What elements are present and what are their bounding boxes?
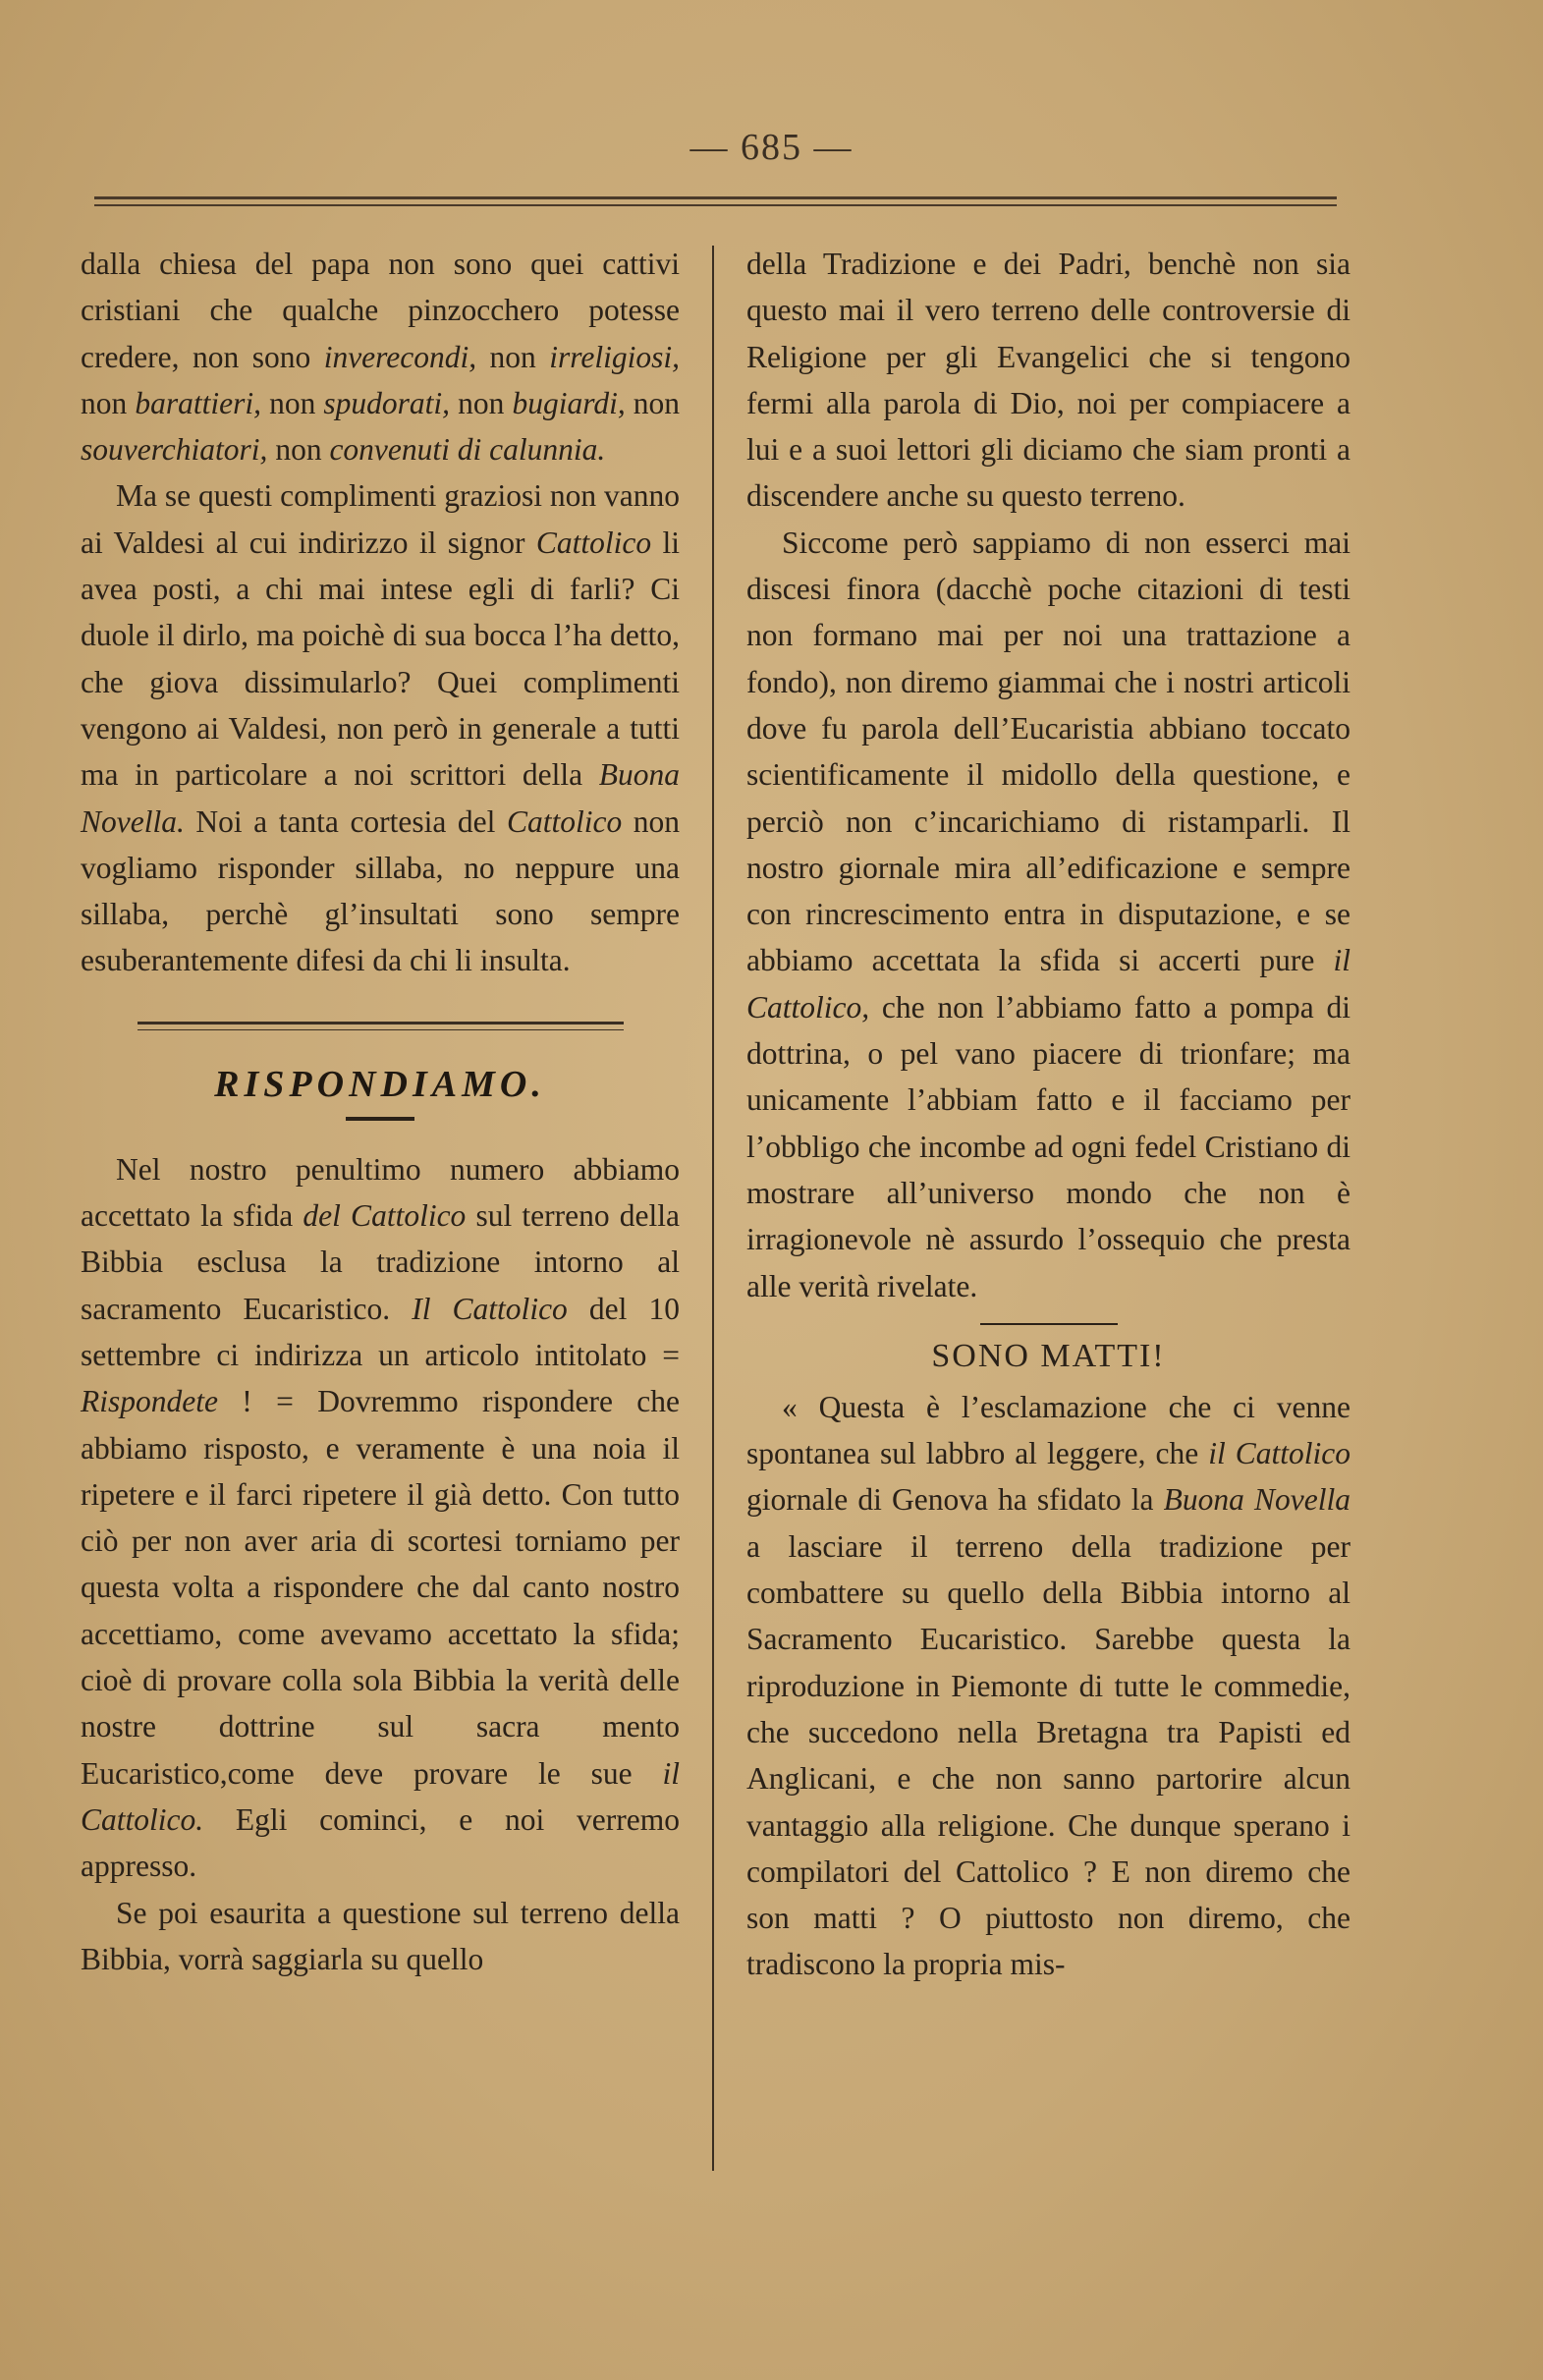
section-heading-sono-matti: SONO MATTI! (931, 1337, 1166, 1374)
left-paragraph-2: Ma se questi complimenti graziosi non vanno ai Valdesi al cui indirizzo il signor Cattolico li avea posti, a chi mai intese egli di farli? Ci duole il dirlo, ma poichè di sua bocca l’ha detto, che giova dissimularlo? Quei complimenti vengono ai Valdesi, non però in generale a tutti ma in particolare a noi scrittori della Buona Novella. Noi a tanta cortesia del Cattolico non vogliamo risponder sillaba, no neppure una sillaba, perchè gl’insultati sono sempre esuberantemente difesi da chi li insulta. (81, 478, 680, 978)
right-column (746, 241, 1350, 1988)
section-rule-short (980, 1323, 1118, 1325)
left-paragraph-1: dalla chiesa del papa non sono quei cattivi cristiani che qualche pinzocchero potesse credere, non sono inverecondi, non irreligiosi, non barattieri, non spudorati, non bugiardi, non souverchiatori, non convenuti di calunnia. (81, 247, 681, 468)
column-divider (712, 246, 714, 2171)
page-number: — 685 — (689, 127, 854, 168)
right-paragraph-3: « Questa è l’esclamazione che ci venne spontanea sul labbro al leggere, che il Cattolico giornale di Genova ha sfidato la Buona Novella a lasciare il terreno della tradizione per combattere su quello della Bibbia intorno al Sacramento Eucaristico. Sarebbe questa la riproduzione in Piemonte di tutte le commedie, che succedono nella Bretagna tra Papisti ed Anglicani, e che non sanno partorire alcun vantaggio alla religione. Che dunque sperano i compilatori del Cattolico ? E non diremo che son matti ? O piuttosto non diremo, che tradiscono la propria mis- (746, 1389, 1351, 1982)
right-paragraph-1: della Tradizione e dei Padri, benchè non sia questo mai il vero terreno delle controversie di Religione per gli Evangelici che si tengono fermi alla parola di Dio, noi per compiacere a lui e a suoi lettori gli diciamo che siam pronti a discendere anche su questo terreno. (746, 247, 1350, 514)
left-paragraph-4: Se poi esaurita a questione sul terreno della Bibbia, vorrà saggiarla su quello (81, 1895, 680, 1976)
header-rule (94, 196, 1337, 206)
left-paragraph-3: Nel nostro penultimo numero abbiamo accettato la sfida del Cattolico sul terreno della Bibbia esclusa la tradizione intorno al sacramento Eucaristico. Il Cattolico del 10 settembre ci indirizza un articolo intitolato = Rispondete ! = Dovremmo rispondere che abbiamo risposto, e veramente è una noia il ripetere e il farci ripetere il già detto. Con tutto ciò per non aver aria di scortesi torniamo per questa volta a rispondere che dal canto nostro accettiamo, come avevamo accettato la sfida; cioè di provare colla sola Bibbia la verità delle nostre dottrine sul sacra mento Eucaristico,come deve provare le sue il Cattolico. Egli cominci, e noi verremo appresso. (81, 1151, 680, 1884)
right-paragraph-2: Siccome però sappiamo di non esserci mai discesi finora (dacchè poche citazioni di testi non formano mai per noi una trattazione a fondo), non diremo giammai che i nostri articoli dove fu parola dell’Eucaristia abbiano toccato scientificamente il midollo della questione, e perciò non c’incarichiamo di ristamparli. Il nostro giornale mira all’edificazione e sempre con rincrescimento entra in disputazione, e se abbiamo accettata la sfida si accerti pure il Cattolico, che non l’abbiamo fatto a pompa di dottrina, o pel vano piacere di trionfare; ma unicamente l’abbiam fatto e il facciamo per l’obbligo che incombe ad ogni fedel Cristiano di mostrare all’universo mondo che non è irragionevole nè assurdo l’ossequio che presta alle verità rivelate. (746, 525, 1350, 1303)
section-rule (138, 1022, 624, 1030)
heading-underline (346, 1117, 414, 1121)
left-column (81, 241, 680, 1982)
section-heading-rispondiamo: RISPONDIAMO. (214, 1063, 546, 1105)
